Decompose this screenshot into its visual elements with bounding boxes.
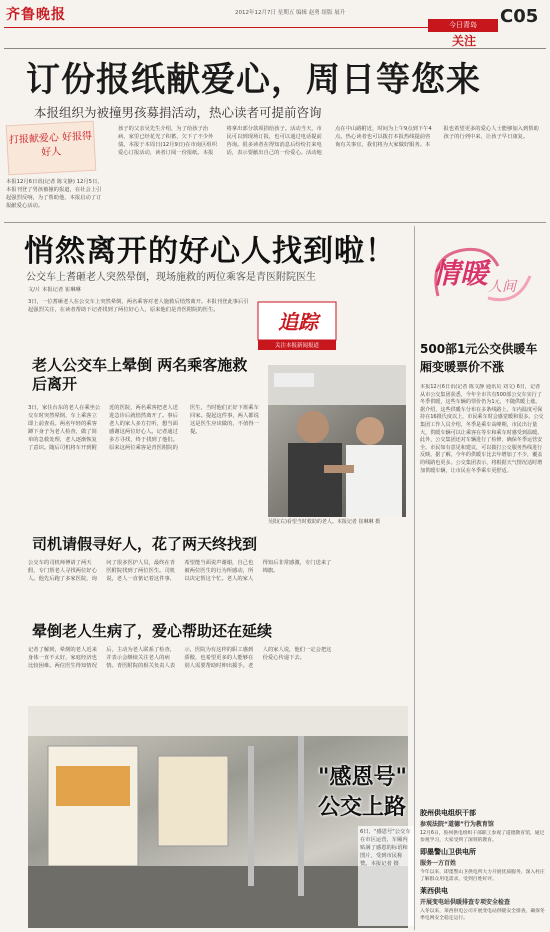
help-continues-body: 记者了解到，晕倒的老人近来身体一直不太好，家庭经济也比较困难。两位医生得知情况后，主动为老人联系了检查，并表示会继续关注老人的病情。青医附院的相关负责人表示，医院为有这样的职工感到骄傲，也希望更多的人能够在别人需要帮助时伸出援手。老人的家人说，他们一定会把这份爱心传递下去。: [28, 647, 332, 669]
story1-body: 孩子的父亲吴先生介绍，为了给孩子治病，家里已经花光了积蓄，欠下了不少外债。本报于本周日(12月9日)在市南区组织爱心订报活动，读者订阅一份报纸，本报将拿出部分款项捐给孩子。活动当天，市民可以到现场订报，也可以通过电话提前咨询。很多读者在得知消息后纷纷打来电话，表示要献出自己的一份爱心。活动地点在中山路附近，时间为上午9点到下午4点。热心读者也可以拨打本报热线提前咨询有关事宜，我们将为大家做好服务。本报也希望更多的爱心人士能够加入到帮助孩子的行列中来，让孩子早日康复。: [118, 126, 539, 156]
brief-title: 莱西供电: [420, 887, 448, 895]
byline: 文/片 本报记者 崔琳琳: [28, 287, 81, 293]
subhead-subscription: 本报组织为被撞男孩募捐活动，热心读者可提前咨询: [34, 105, 322, 120]
brief-item: [420, 886, 546, 922]
column-divider: [414, 226, 415, 930]
page-number: C05: [500, 6, 539, 27]
brief-text: 入冬以来，莱西供电公司开展变电站供暖安全排查，确保冬季电网安全稳定运行。: [420, 909, 545, 921]
brief-subtitle: 参观法院“道德”行为教育馆: [420, 821, 494, 828]
brief-text: 今年以来，即墨警山卫供电所大力开展优质服务，深入村庄了解群众用电需求，受到百姓好评。: [420, 870, 545, 882]
photo-caption: 吴阳(右)看望当时救助的老人。本报记者 崔琳琳 摄: [268, 519, 381, 525]
brief-title: 即墨警山卫供电所: [420, 848, 476, 856]
follow-up-badge: [256, 296, 338, 352]
brief-news-list: [420, 806, 546, 930]
bus-headline-1: "感恩号": [318, 765, 407, 790]
dateline: 2012年12月7日 星期五 编辑 赵勇 组版 展升: [235, 10, 346, 16]
header-rule: [4, 27, 428, 28]
doctor-visit-photo: [268, 365, 406, 517]
brief-subtitle: 开展变电站供暖排查专项安全检查: [420, 899, 511, 906]
headline-good-samaritans: 悄然离开的好心人找到啦！: [24, 234, 396, 269]
section-label: 今日青岛: [428, 19, 498, 32]
brief-item: [420, 847, 546, 883]
badge-title: 追踪: [278, 310, 318, 334]
column-label: 关注: [451, 34, 476, 48]
warmth-logo: [418, 236, 544, 316]
story-divider: [4, 222, 546, 223]
headline-subscription: 订份报纸献爱心，周日等您来: [26, 60, 481, 100]
brief-title: 胶州供电组织干部: [420, 809, 476, 817]
bus-headline-2: 公交上路: [318, 795, 407, 820]
bus-caption: 6日，"感恩号"公交车在市区运营，车厢内贴满了感恩的标语和图片，受到市民称赞。本报记者 摄: [358, 826, 414, 926]
header-divider: [4, 48, 546, 49]
charity-logo: 打报献爱心 好报得好人: [6, 121, 96, 176]
warmth-logo-title: 情暖: [432, 257, 489, 290]
story1-lead: 本报12月6日讯(记者 陈文静) 12月5日，本报刊登了男孩被撞的报道，在社会上引起强烈反响，为了帮助他，本报启动了订报献爱心活动。: [6, 179, 103, 209]
subheadline-fainted-elder: 老人公交车上晕倒 两名乘客施救后离开: [32, 356, 248, 393]
story2-intro: 3日，一位耆砸老人在公交车上突然晕倒，两名乘客对老人施救后悄然离开。本报刊登此事后引起强烈关注，在读者帮助下记者找到了两位好心人，原来他们是青医附院的医生。: [28, 299, 249, 313]
headline-heated-buses: 500部1元公交供暖车厢变暖票价不涨: [420, 342, 538, 374]
subhead-good-samaritans: 公交车上耆砸老人突然晕倒，现场施救的两位乘客是青医附院医生: [26, 272, 316, 283]
story2-body: 3日，家住台东的老人在乘坐公交车时突然晕倒，车上乘客立即上前查看。两名年轻的乘客蹲下身子为老人检查，做了简单的急救处理，老人逐渐恢复了意识。随后司机将车开到附近的医院，两名乘客把老人送进急诊后就悄然离开了。事后老人的家人多方打听，想当面感谢这两位好心人。记者通过多方寻找，终于找到了他们。原来这两位乘客是青医附院的医生，当时他们正好下班乘车回家。提起这件事，两人都说这是医生应该做的，不值得一提。: [28, 405, 259, 451]
brief-subtitle: 服务一方百姓: [420, 860, 457, 867]
headline-driver-search: 司机请假寻好人，花了两天终找到: [32, 535, 258, 553]
masthead-logo: 齐鲁晚报: [6, 7, 66, 23]
warmth-logo-sub: 人间: [488, 279, 516, 295]
headline-help-continues: 晕倒老人生病了，爱心帮助还在延续: [32, 622, 273, 640]
brief-item: [420, 808, 546, 844]
heated-buses-body: 本报12月6日讯(记者 陈文静 通讯员 刘文) 6日，记者从市公交集团获悉，今年全市共有500部公交车实行了冬季供暖，这些车辆的票价仍为1元，不随供暖上涨。据介绍，这些供暖车分布在多条线路上，车内温度可保持在16摄氏度以上，市民乘车时会感觉暖和很多。公交集团工作人员介绍，冬季是乘车高峰期，市民出行量大，供暖车辆可以让乘客在等车和乘车时感受到温暖。此外，公交集团还对车辆进行了检修，确保冬季运营安全。市民如有意见和建议，可以拨打公交服务热线进行反映。据了解，今年的供暖车比去年增加了不少，覆盖的线路也更多。公交集团表示，将根据天气情况适时增加供暖车辆，让市民在冬季乘车更舒适。: [420, 384, 544, 474]
driver-search-body: 公交车的司机师傅请了两天假，专门帮老人寻找两位好心人。他先后跑了多家医院，询问了很多医护人员，最终在青医附院找到了两位医生。司机说，老人一直惦记着这件事，希望能当面说声谢谢，自己也被两位医生的行为所感动，所以决定帮这个忙。老人的家人得知后非常感激，专门送来了锦旗。: [28, 560, 332, 582]
brief-text: 12月6日，胶州供电组织干部职工参观了道德教育馆，通过参观学习，大家受到了深刻的教育。: [420, 831, 545, 843]
badge-subtitle: 关注本报新闻报道: [274, 343, 319, 349]
